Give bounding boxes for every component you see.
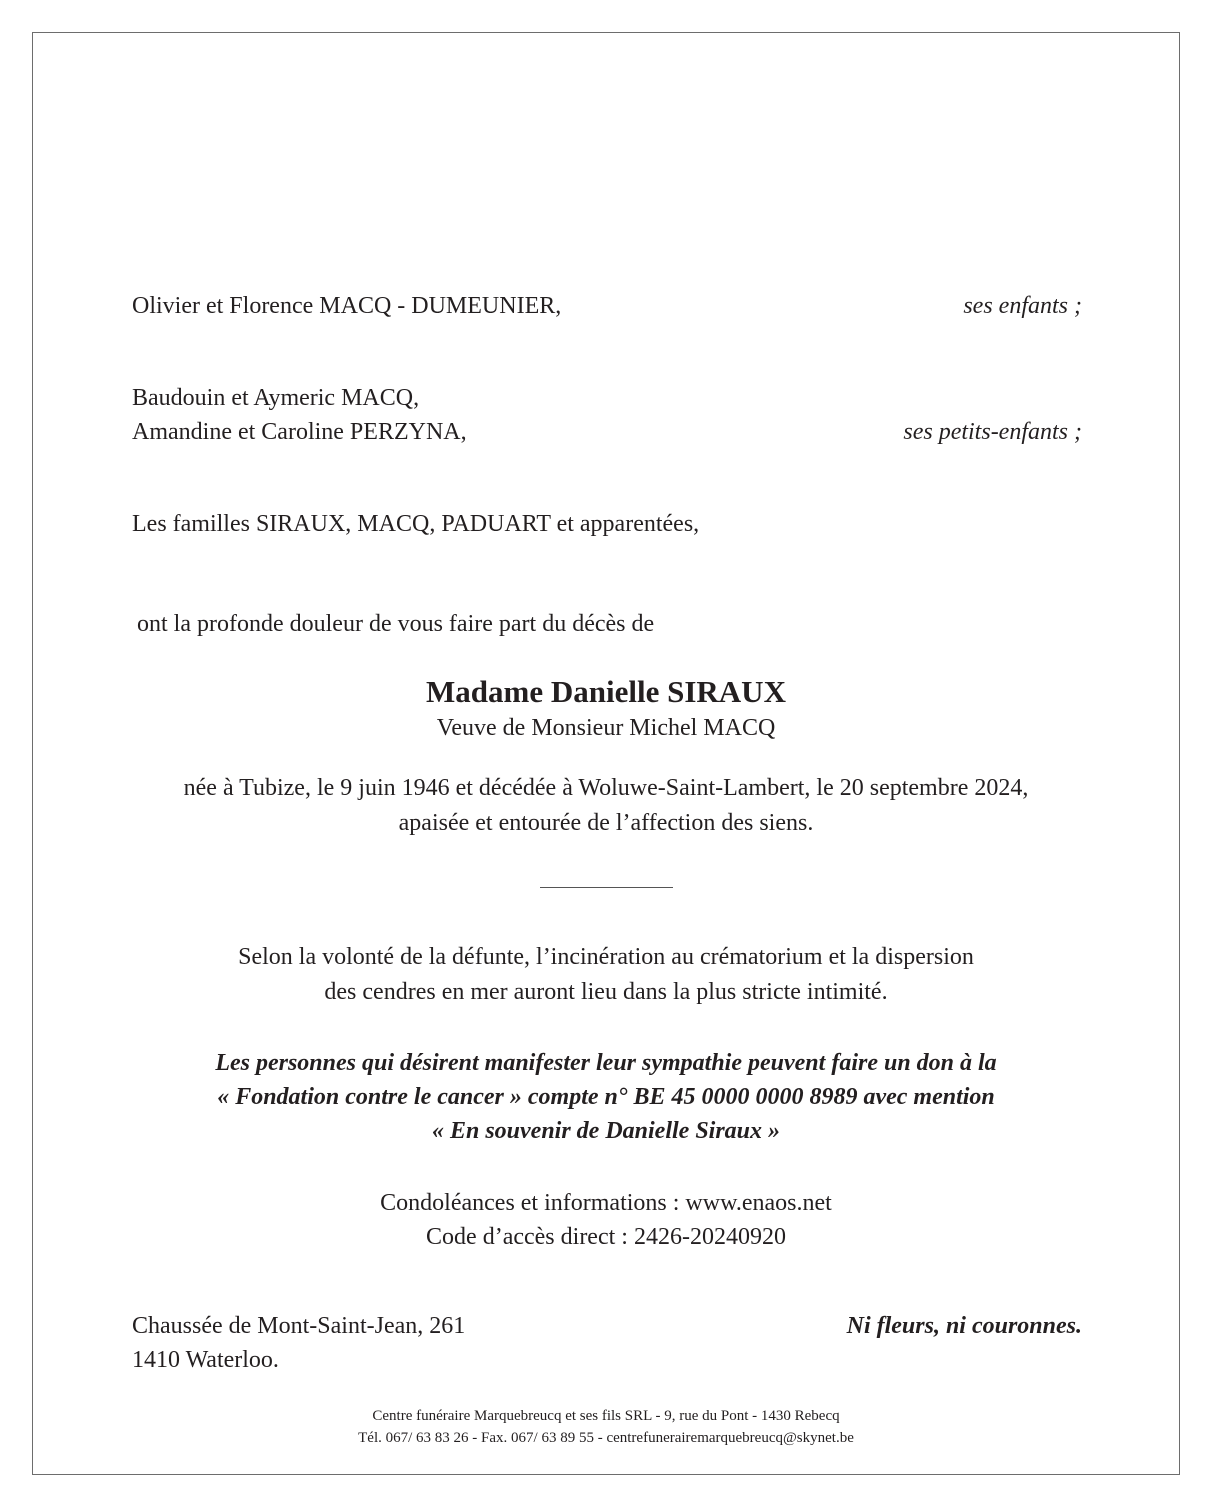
condolences-line-2: Code d’accès direct : 2426-20240920 [426, 1224, 786, 1250]
footer-line-2: Tél. 067/ 63 83 26 - Fax. 067/ 63 89 55 - centrefunerairemarquebreucq@skynet.be [358, 1430, 854, 1446]
ceremony-line-1: Selon la volonté de la défunte, l’incinération au crématorium et la dispersion [238, 944, 974, 970]
flowers-note: Ni fleurs, ni couronnes. [846, 1313, 1082, 1339]
intro-text: ont la profonde douleur de vous faire part du décès de [137, 611, 655, 637]
donation-line-1: Les personnes qui désirent manifester leur sympathie peuvent faire un don à la [215, 1050, 997, 1076]
address-row [132, 1309, 1082, 1343]
families-text: Les familles SIRAUX, MACQ, PADUART et apparentées, [132, 511, 700, 537]
ceremony-line-2: des cendres en mer auront lieu dans la plus stricte intimité. [324, 979, 888, 1005]
address-line-1: Chaussée de Mont-Saint-Jean, 261 [132, 1313, 466, 1339]
grandchildren-line-2: Amandine et Caroline PERZYNA, [132, 419, 467, 445]
footer-line-1: Centre funéraire Marquebreucq et ses fils SRL - 9, rue du Pont - 1430 Rebecq [372, 1408, 840, 1424]
condolences-line-1: Condoléances et informations : www.enaos.net [380, 1190, 832, 1216]
address-line-2: 1410 Waterloo. [132, 1347, 279, 1373]
page-border [32, 32, 1180, 1475]
grandchildren-block [132, 381, 1082, 415]
dates-line-1: née à Tubize, le 9 juin 1946 et décédée à Woluwe-Saint-Lambert, le 20 septembre 2024, [183, 775, 1029, 801]
grandchildren-relation: ses petits-enfants ; [903, 419, 1082, 445]
section-divider [540, 887, 673, 888]
donation-line-3: « En souvenir de Danielle Siraux » [431, 1118, 781, 1144]
deceased-name: Madame Danielle SIRAUX [426, 674, 786, 709]
grandchildren-row [132, 415, 1082, 449]
address-block [132, 1343, 1082, 1377]
children-names: Olivier et Florence MACQ - DUMEUNIER, [132, 293, 562, 319]
announcement-intro [137, 607, 1087, 641]
dates-line-2: apaisée et entourée de l’affection des siens. [398, 810, 814, 836]
widow-of: Veuve de Monsieur Michel MACQ [436, 715, 776, 741]
grandchildren-line-1: Baudouin et Aymeric MACQ, [132, 385, 420, 411]
children-row [132, 289, 1082, 323]
families-line [132, 507, 1082, 541]
children-relation: ses enfants ; [963, 293, 1082, 319]
donation-line-2: « Fondation contre le cancer » compte n° BE 45 0000 0000 8989 avec mention [217, 1084, 995, 1110]
